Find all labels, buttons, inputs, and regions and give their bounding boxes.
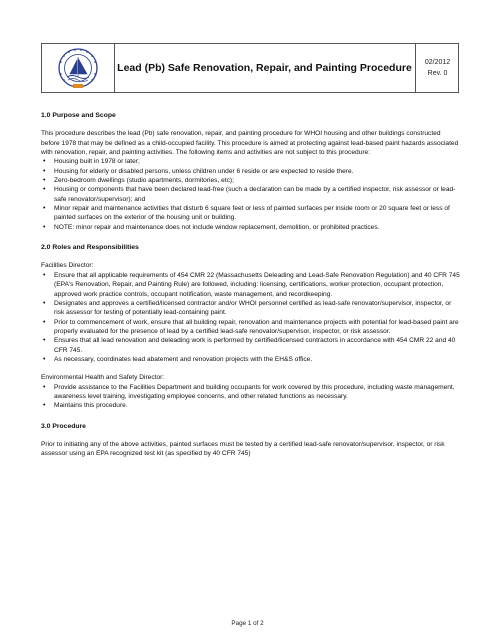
list-item: • Housing for elderly or disabled persons, unless children under 6 reside or are expected to reside there. — [41, 167, 461, 176]
document-title: Lead (Pb) Safe Renovation, Repair, and Painting Procedure — [117, 62, 412, 74]
list-item: • Maintains this procedure. — [41, 401, 461, 410]
list-item: • Housing or components that have been declared lead-free (such a declaration can be made by a certified inspector, risk assessor or lead-safe renovator/supervisor); and — [41, 185, 461, 204]
section-3-text: Prior to initiating any of the above activities, painted surfaces must be tested by a certified lead-safe renovator/supervisor, inspector, or risk assessor using an EPA recognized test kit (as specified by 40 CFR 745) — [41, 440, 445, 458]
section-3-heading: 3.0 Procedure — [41, 422, 86, 430]
list-item: • Zero-bedroom dwellings (studio apartments, dormitories, etc); — [41, 176, 461, 185]
section-2-heading: 2.0 Roles and Responsibilities — [41, 244, 139, 252]
title-cell — [114, 44, 416, 92]
list-item: • Minor repair and maintenance activities that disturb 6 square feet or less of painted surfaces per inside room or 20 square feet or less of painted surfaces on the exterior of the housing unit or building. — [41, 204, 461, 223]
exemptions-list — [41, 157, 461, 232]
facilities-director-label: Facilities Director: — [41, 262, 94, 270]
revision-number: Rev. 0 — [427, 70, 448, 77]
logo-cell — [42, 44, 115, 92]
revision-cell — [416, 44, 459, 92]
document-date: 02/2012 — [424, 59, 451, 66]
ehs-director-list — [41, 383, 461, 411]
section-1-intro: This procedure describes the lead (Pb) safe renovation, repair, and painting procedure for WHOI housing and other buildings constructed before 1978 that may be defined as a child-occupied facility. This procedure is aimed at protecting against lead-based paint hazards associated with renovation, repair, and painting activities. The following items and activities are not subject to this procedure: — [41, 130, 459, 157]
list-item: • Housing built in 1978 or later; — [41, 157, 461, 166]
list-item: • Ensure that all applicable requirements of 454 CMR 22 (Massachusetts Deleading and Lead-Safe Renovation Regulation) and 40 CFR 745 (EPA's Renovation, Repair, and Painting Rule) are followed, including: licensing, certifications, worker protection, occupant protection, approved work practice controls, occupant notification, waste management, and recordkeeping. — [41, 271, 461, 299]
list-item: • Ensures that all lead renovation and deleading work is performed by certified/licensed contractors in accordance with 454 CMR 22 and 40 CFR 745. — [41, 336, 461, 355]
header-table — [41, 43, 459, 93]
list-item: • NOTE: minor repair and maintenance does not include window replacement, demolition, or prohibited practices. — [41, 223, 461, 232]
facilities-director-list — [41, 271, 461, 364]
section-1-heading: 1.0 Purpose and Scope — [41, 112, 116, 119]
whoi-seal-logo — [48, 46, 108, 90]
list-item: • Designates and approves a certified/licensed contractor and/or WHOI personnel certified as lead-safe renovator/supervisor, inspector, or risk assessor for testing of potentially lead-containing paint. — [41, 299, 461, 318]
list-item: • Provide assistance to the Facilities Department and building occupants for work covered by this procedure, including waste management, awareness level training, investigating employee concerns, and other related functions as necessary. — [41, 383, 461, 402]
list-item: • As necessary, coordinates lead abatement and renovation projects with the EH&S office. — [41, 355, 461, 364]
ehs-director-label: Environmental Health and Safety Director: — [41, 374, 165, 382]
page-number: Page 1 of 2 — [231, 620, 264, 627]
list-item: • Prior to commencement of work, ensure that all building repair, renovation and maintenance projects with potential for lead-based paint are properly evaluated for the presence of lead by a certified lead-safe renovator/supervisor, inspector, or risk assessor. — [41, 318, 461, 337]
section-1 — [41, 111, 461, 459]
